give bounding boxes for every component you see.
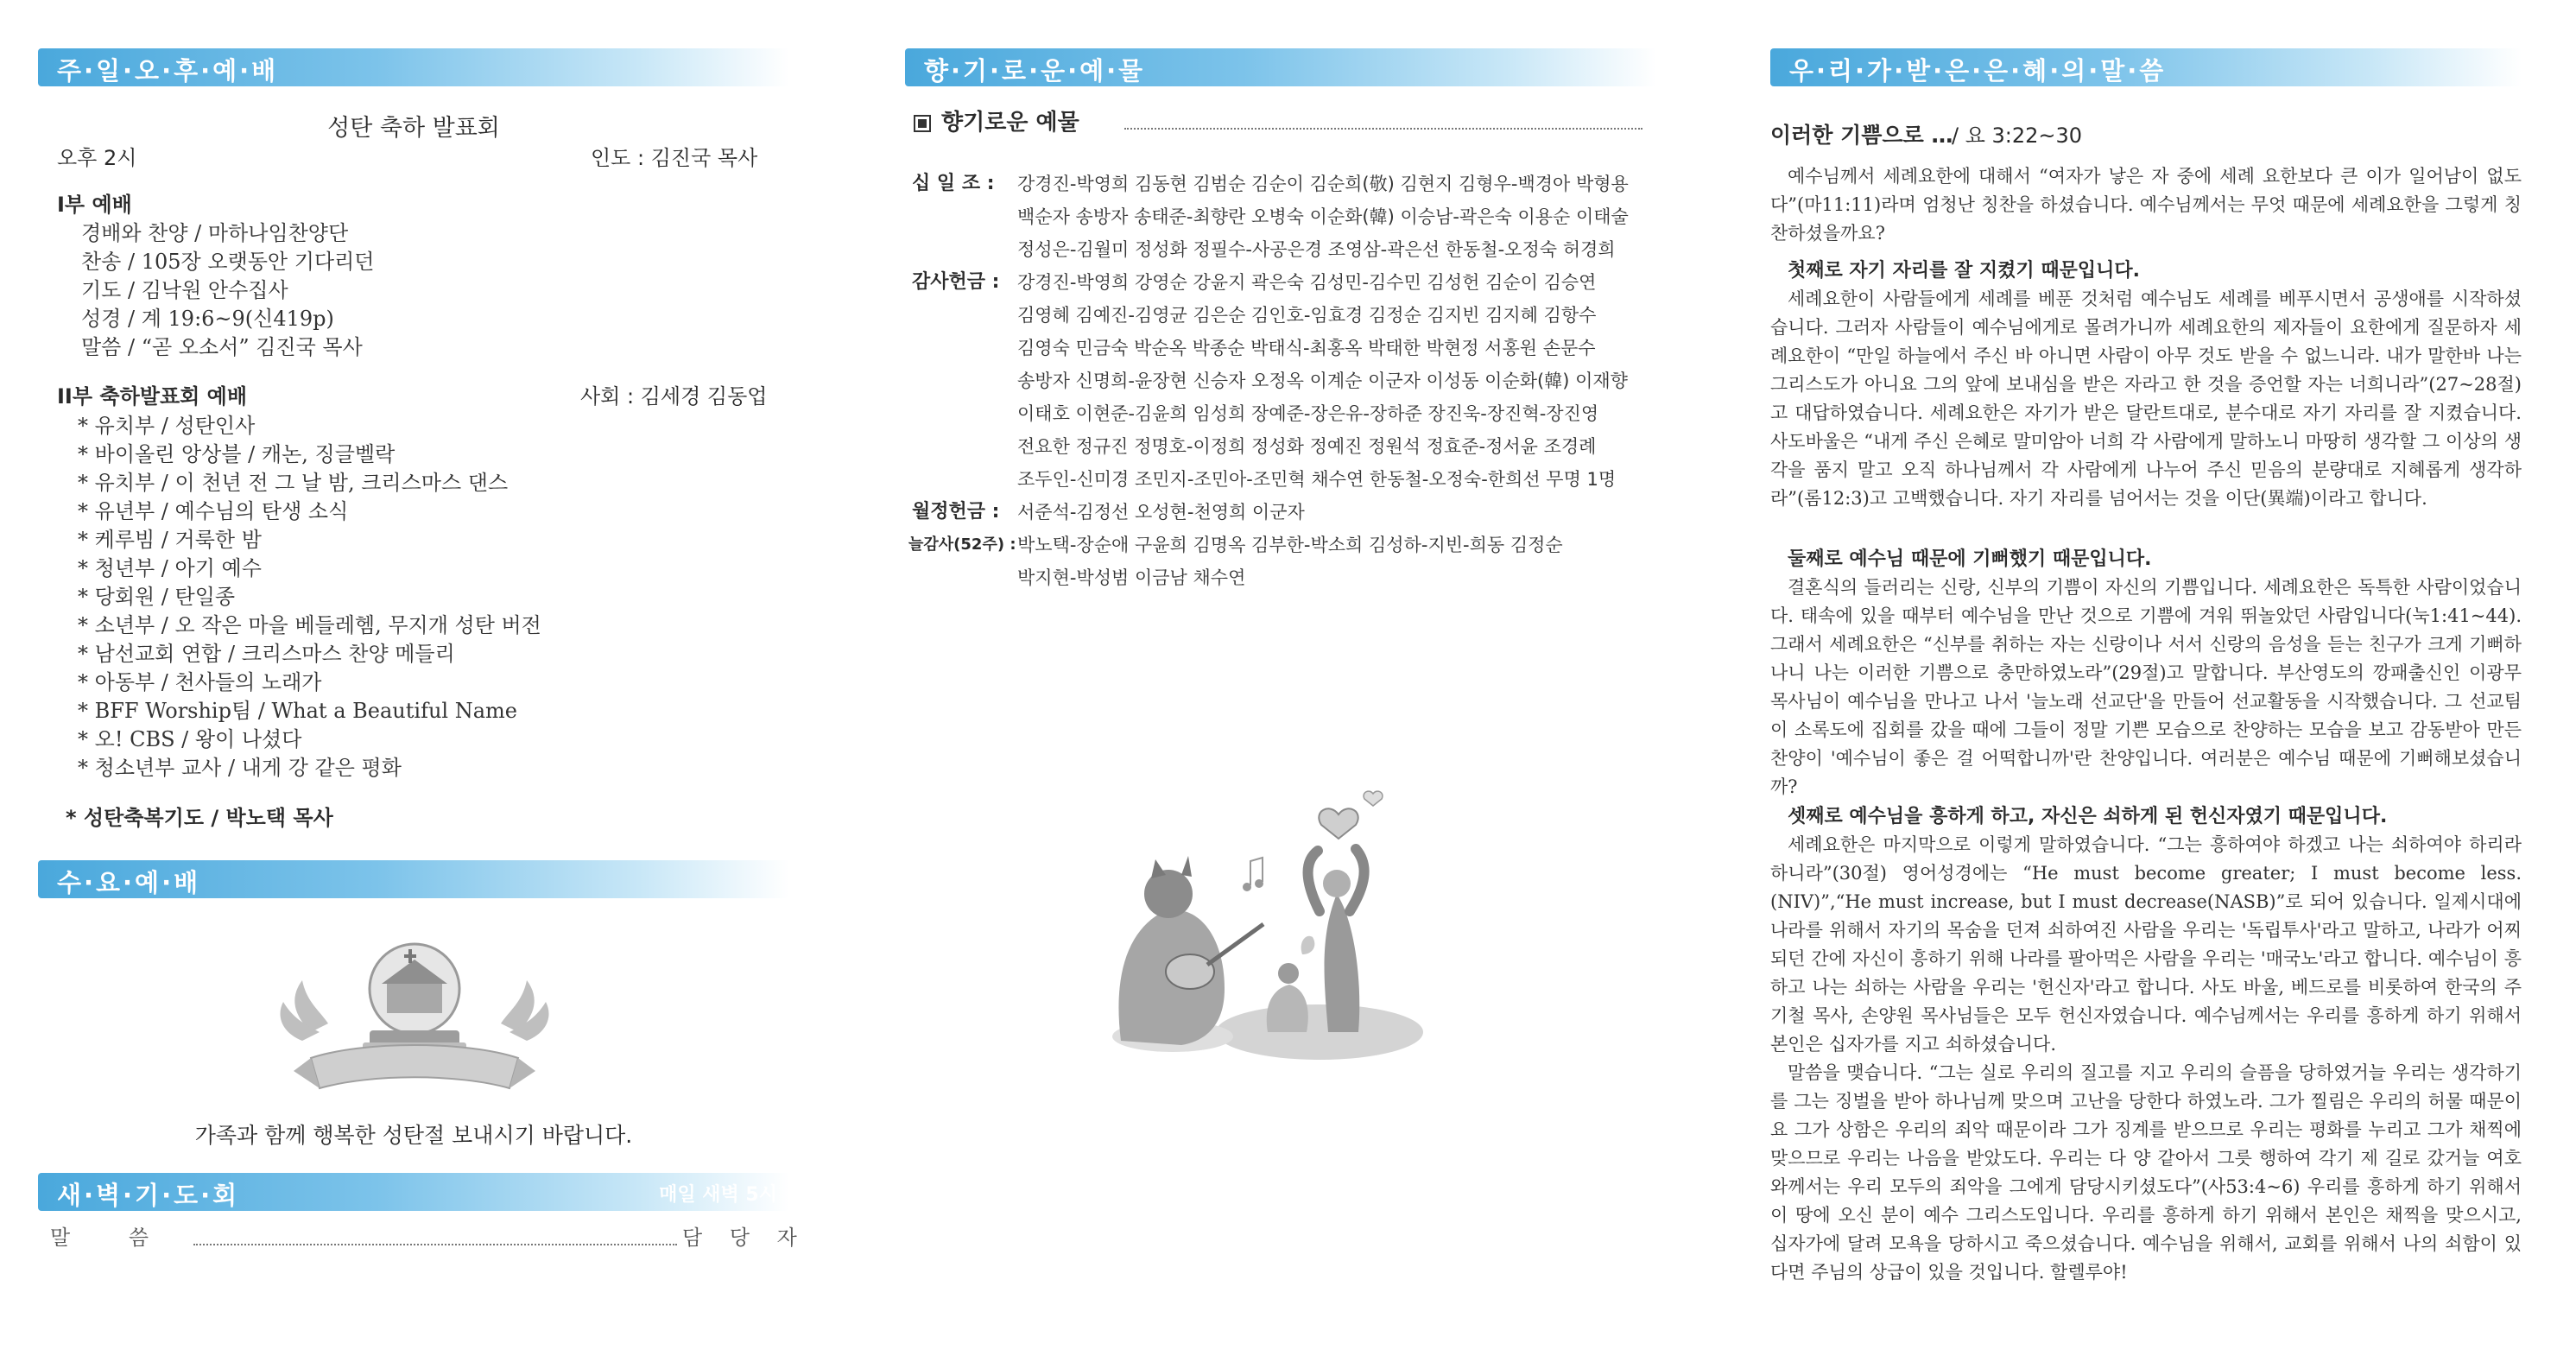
banner-title: 주·일·오·후·예·배: [57, 56, 279, 86]
dotted-leader: [1124, 128, 1642, 130]
program-title: 성탄 축하 발표회: [327, 115, 500, 142]
column-offerings: [905, 0, 1665, 1356]
banner-title: 향·기·로·운·예·물: [924, 56, 1146, 86]
part2-item: * 청소년부 교사 / 내게 강 같은 평화: [78, 756, 402, 780]
sermon-point-3: 셋째로 예수님을 흥하게 하고, 자신은 쇠하게 된 헌신자였기 때문입니다.: [1788, 806, 2388, 827]
part1-item: 찬송 / 105장 오랫동안 기다리던: [81, 250, 375, 274]
sermon-point-2: 둘째로 예수님 때문에 기뻐했기 때문입니다.: [1788, 548, 2152, 570]
sermon-paragraph: 세례요한은 마지막으로 이렇게 말하였습니다. “그는 흥하여야 하겠고 나는 쇠하여야 하리라 하니라”(30절) 영어성경에는 “He must become greater; I must become less.(NIV)”,“He must increase, but I must decrease(NASB)”로 되어 있습니다. 일제시대에 나라를 위해서 자기의 목숨을 던져 쇠하여진 사람을 우리는 '독립투사'라고 말하고, 나라가 어찌되던 간에 자신이 흥하기 위해 나라를 팔아먹은 사람을 우리는 '매국노'라고 합니다. 예수님이 흥하고 나는 쇠하는 사람을 우리는 '헌신자'라고 합니다. 사도 바울, 베드로를 비롯하여 한국의 주기철 목사, 손양원 목사님들은 모두 헌신자였습니다. 예수님께서는 우리를 흥하게 하기 위해서 본인은 십자가를 지고 쇠하셨습니다.: [1770, 834, 2522, 1055]
offering-label-tithe: 십 일 조 :: [912, 173, 995, 194]
service-time: 오후 2시: [57, 146, 137, 170]
offering-line: 강경진-박영희 김동현 김범순 김순이 김순희(敬) 김현지 김형우-백경아 박형용: [1017, 174, 1629, 194]
carolers-illustration: [1086, 782, 1466, 1067]
part1-item: 말씀 / “곧 오소서” 김진국 목사: [81, 335, 363, 359]
offering-line: 김영혜 김예진-김영균 김은순 김인호-임효경 김정순 김지빈 김지혜 김항수: [1017, 305, 1597, 326]
part1-item: 기도 / 김낙원 안수집사: [81, 278, 288, 302]
offering-line: 박노택-장순애 구윤희 김명옥 김부한-박소희 김성하-지빈-희동 김정순: [1017, 535, 1563, 555]
dawn-prayer-banner: [38, 1173, 789, 1211]
service-leader: 인도 : 김진국 목사: [591, 146, 758, 170]
offering-line: 정성은-김월미 정성화 정필수-사공은경 조영삼-곽은선 한동철-오정숙 허경희: [1017, 239, 1616, 260]
part2-item: * 오! CBS / 왕이 나셨다: [78, 727, 302, 751]
part2-item: * 당회원 / 탄일종: [78, 585, 236, 609]
offering-line: 조두인-신미경 조민지-조민아-조민혁 채수연 한동철-오정숙-한희선 무명 1명: [1017, 469, 1617, 490]
part2-heading: II부 축하발표회 예배: [57, 384, 248, 409]
offering-line: 이태호 이현준-김윤희 임성희 장예준-장은유-장하준 장진욱-장진혁-장진영: [1017, 403, 1599, 424]
part2-item: * 유년부 / 예수님의 탄생 소식: [78, 499, 349, 523]
part2-item: * 소년부 / 오 작은 마을 베들레헴, 무지개 성탄 버전: [78, 613, 541, 637]
offering-line: 서준석-김정선 오성현-천영희 이군자: [1017, 502, 1305, 523]
sermon-banner: [1770, 48, 2522, 86]
sermon-paragraph: 결혼식의 들러리는 신랑, 신부의 기쁨이 자신의 기쁨입니다. 세례요한은 독특한 사람이었습니다. 태속에 있을 때부터 예수님을 만난 것으로 기쁨에 겨워 뛰놀았던 사람입니다(눅1:41~44). 그래서 세례요한은 “신부를 취하는 자는 신랑이나 서서 신랑의 음성을 듣는 친구가 크게 기뻐하나니 나는 이러한 기쁨으로 충만하였노라”(29절)고 말합니다. 부산영도의 깡패출신인 이광무 목사님이 예수님을 만나고 나서 '늘노래 선교단'을 만들어 선교활동을 시작했습니다. 그 선교팀이 소록도에 집회를 갔을 때에 그들이 정말 기쁜 모습으로 찬양하는 모습을 보고 감동받아 만든 찬양이 '예수님이 좋은 걸 어떡합니까'란 찬양입니다. 여러분은 예수님 때문에 기뻐해보셨습니까?: [1770, 577, 2522, 797]
part2-item: * 유치부 / 성탄인사: [78, 414, 256, 438]
sermon-point-1: 첫째로 자기 자리를 잘 지켰기 때문입니다.: [1788, 260, 2140, 282]
sermon-conclusion: 말씀을 맺습니다. “그는 실로 우리의 질고를 지고 우리의 슬픔을 당하였거늘 우리는 생각하기를 그는 징벌을 받아 하나님께 맞으며 고난을 당한다 하였노라. 그가 찔림은 우리의 허물 때문이요 그가 상함은 우리의 죄악 때문이라 그가 징계를 받으므로 우리는 평화를 누리고 그가 채찍에 맞으므로 우리는 나음을 받았도다. 우리는 다 양 같아서 그릇 행하여 각기 제 길로 갔거늘 여호와께서는 우리 모두의 죄악을 그에게 담당시키셨도다”(사53:4~6) 우리를 흥하게 하기 위해서 이 땅에 오신 분이 예수 그리스도입니다. 우리를 흥하게 하기 위해서 본인은 채찍을 맞으시고, 십자가에 달려 모욕을 당하시고 죽으셨습니다. 예수님을 위해서, 교회를 위해서 나의 쇠함이 있다면 주님의 상급이 있을 것입니다. 할렐루야!: [1770, 1062, 2522, 1283]
offering-line: 전요한 정규진 정명호-이정희 정성화 정예진 정원석 정효준-정서윤 조경례: [1017, 436, 1597, 457]
part2-mc: 사회 : 김세경 김동업: [580, 384, 768, 409]
closing-prayer: * 성탄축복기도 / 박노택 목사: [66, 806, 333, 830]
square-bullet-icon: [914, 115, 931, 132]
offering-line: 백순자 송방자 송태준-최향란 오병숙 이순화(韓) 이승남-곽은숙 이용순 이태술: [1017, 206, 1629, 227]
offering-label-always-thanks: 늘감사(52주) :: [908, 535, 1016, 554]
dawn-sermon-label: 말 씀: [50, 1226, 174, 1250]
column-service-order: [38, 0, 807, 1356]
part1-item: 경배와 찬양 / 마하나임찬양단: [81, 221, 349, 245]
dawn-prayer-time: 매일 새벽 5시: [659, 1184, 777, 1206]
offering-line: 박지현-박성범 이금남 채수연: [1017, 567, 1246, 588]
dotted-leader: [193, 1244, 677, 1245]
banner-title: 수·요·예·배: [57, 868, 201, 897]
part2-item: * 유치부 / 이 천년 전 그 날 밤, 크리스마스 댄스: [78, 471, 509, 495]
part2-item: * 아동부 / 천사들의 노래가: [78, 670, 322, 694]
part1-heading: I부 예배: [57, 193, 132, 217]
part2-item: * 케루빔 / 거룩한 밤: [78, 528, 262, 552]
snow-globe-illustration: [276, 928, 553, 1101]
sermon-intro: 예수님께서 세례요한에 대해서 “여자가 낳은 자 중에 세례 요한보다 큰 이가 일어남이 없도다”(마11:11)라며 엄청난 칭찬을 하셨습니다. 예수님께서는 무엇 때문에 세례요한을 그렇게 칭찬하셨을까요?: [1770, 166, 2522, 244]
offering-section-title: 향기로운 예물: [941, 110, 1079, 136]
offering-line: 송방자 신명희-윤장현 신승자 오정옥 이계순 이군자 이성동 이순화(韓) 이재향: [1017, 371, 1628, 391]
part2-item: * 바이올린 앙상블 / 캐논, 징글벨락: [78, 442, 396, 466]
offering-label-monthly: 월정헌금 :: [912, 501, 1000, 523]
offering-label-thanks: 감사헌금 :: [912, 271, 1000, 293]
dawn-person-label: 담 당 자: [682, 1226, 807, 1250]
wednesday-banner: [38, 860, 789, 898]
sermon-reference: / 요 3:22~30: [1952, 124, 2083, 148]
offering-line: 강경진-박영희 강영순 강윤지 곽은숙 김성민-김수민 김성헌 김순이 김승연: [1017, 272, 1597, 293]
banner-title: 새·벽·기·도·회: [57, 1181, 240, 1210]
sunday-afternoon-banner: [38, 48, 789, 86]
christmas-greeting: 가족과 함께 행복한 성탄절 보내시기 바랍니다.: [194, 1123, 633, 1148]
part2-item: * 청년부 / 아기 예수: [78, 556, 262, 580]
sermon-title: 이러한 기쁨으로 …: [1770, 123, 1953, 148]
part2-item: * BFF Worship팀 / What a Beautiful Name: [78, 699, 517, 723]
sermon-paragraph: 세례요한이 사람들에게 세례를 베푼 것처럼 예수님도 세례를 베푸시면서 공생애를 시작하셨습니다. 그러자 사람들이 예수님에게로 몰려가니까 세례요한의 제자들이 요한에게 질문하자 세례요한이 “만일 하늘에서 주신 바 아니면 사람이 아무 것도 받을 수 없느니라. 내가 말한바 나는 그리스도가 아니요 그의 앞에 보내심을 받은 자라고 한 것을 증언할 자는 너희니라”(27~28절)고 대답하였습니다. 세례요한은 자기가 받은 달란트대로, 분수대로 자기 자리를 잘 지켰습니다. 사도바울은 “내게 주신 은혜로 말미암아 너희 각 사람에게 말하노니 마땅히 생각할 그 이상의 생각을 품지 말고 오직 하나님께서 각 사람에게 나누어 주신 믿음의 분량대로 지혜롭게 생각하라”(롬12:3)고 고백했습니다. 자기 자리를 넘어서는 것을 이단(異端)이라고 합니다.: [1770, 288, 2522, 509]
offering-line: 김영숙 민금숙 박순옥 박종순 박태식-최홍옥 박태한 박현정 서홍원 손문수: [1017, 338, 1596, 358]
offering-banner: [905, 48, 1656, 86]
part1-item: 성경 / 계 19:6~9(신419p): [81, 307, 334, 331]
banner-title: 우·리·가·받·은·은·혜·의·말·씀: [1789, 56, 2167, 86]
column-sermon: [1770, 0, 2530, 1356]
part2-item: * 남선교회 연합 / 크리스마스 찬양 메들리: [78, 642, 455, 666]
